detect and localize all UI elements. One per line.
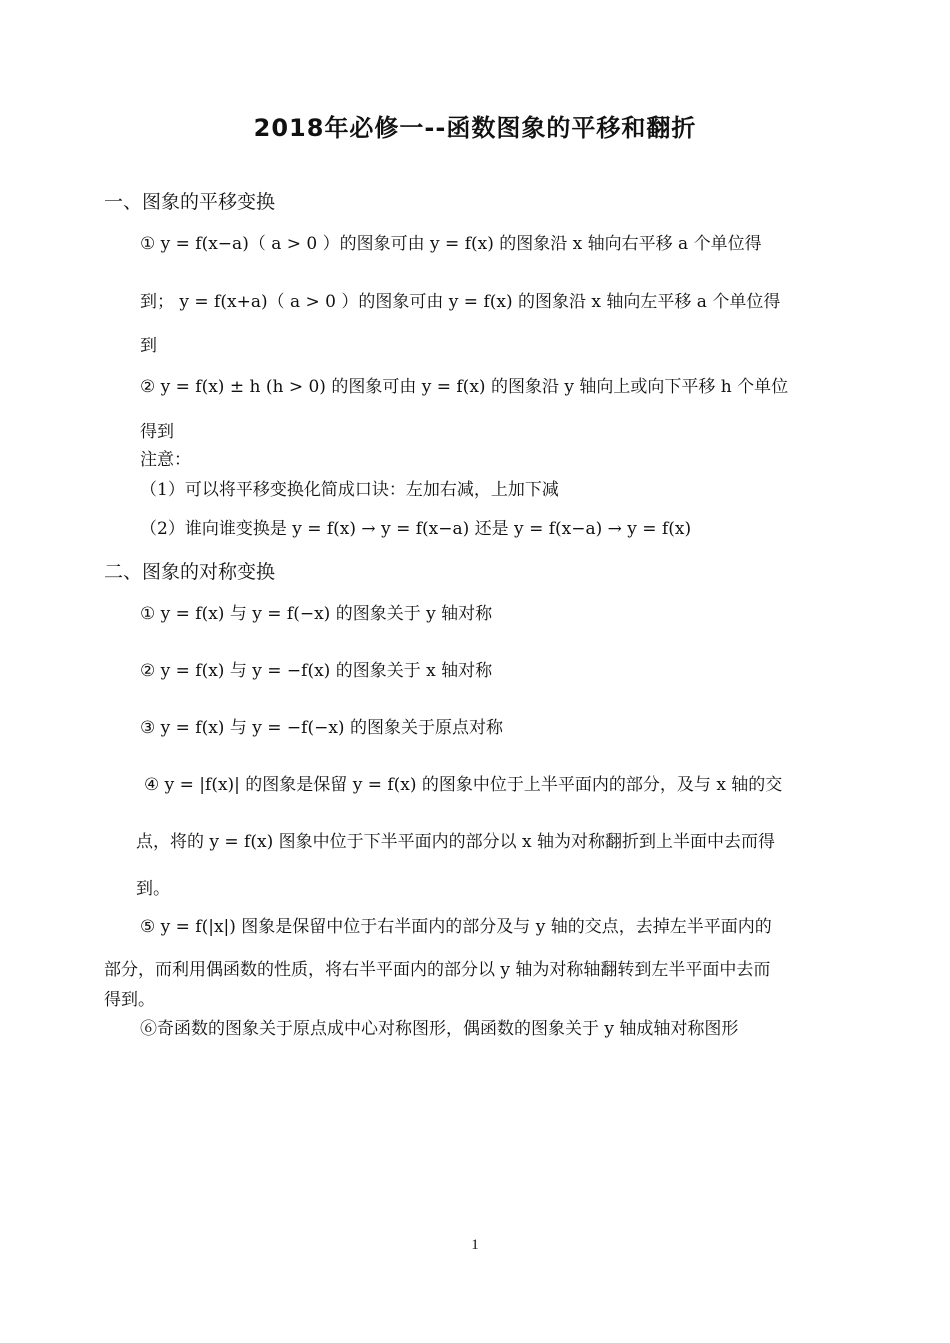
- s2-item5-line3: 得到。: [104, 990, 155, 1010]
- s2-item4-line3: 到。: [136, 879, 170, 899]
- note-1: （1）可以将平移变换化简成口诀：左加右减，上加下减: [140, 480, 559, 500]
- s2-item5-line1: ⑤ y = f(|x|) 图象是保留中位于右半面内的部分及与 y 轴的交点，去掉左半平面内的: [140, 917, 772, 937]
- s1-item1-line3: 到: [140, 336, 157, 356]
- section1-heading: 一、图象的平移变换: [104, 191, 276, 213]
- s1-item1-line1: ① y = f(x−a)（ a > 0 ）的图象可由 y = f(x) 的图象沿 x 轴向右平移 a 个单位得: [140, 234, 762, 254]
- s2-item4-line1: ④ y = |f(x)| 的图象是保留 y = f(x) 的图象中位于上半平面内的部分，及与 x 轴的交: [144, 775, 783, 795]
- s2-item4-line2: 点，将的 y = f(x) 图象中位于下半平面内的部分以 x 轴为对称翻折到上半面中去而得: [136, 832, 776, 852]
- page-title: 2018年必修一--函数图象的平移和翻折: [253, 114, 697, 142]
- s2-item6: ⑥奇函数的图象关于原点成中心对称图形，偶函数的图象关于 y 轴成轴对称图形: [140, 1019, 739, 1039]
- section2-heading: 二、图象的对称变换: [104, 561, 276, 583]
- note-label: 注意：: [140, 450, 191, 470]
- s1-item1-line2: 到； y = f(x+a)（ a > 0 ）的图象可由 y = f(x) 的图象沿 x 轴向左平移 a 个单位得: [140, 292, 781, 312]
- s2-item5-line2: 部分，而利用偶函数的性质，将右半平面内的部分以 y 轴为对称轴翻转到左半平面中去而: [104, 960, 771, 980]
- page-number: 1: [471, 1237, 479, 1253]
- s1-item2-line2: 得到: [140, 422, 174, 442]
- s1-item2-line1: ② y = f(x) ± h (h > 0) 的图象可由 y = f(x) 的图象沿 y 轴向上或向下平移 h 个单位: [140, 377, 789, 397]
- s2-item1: ① y = f(x) 与 y = f(−x) 的图象关于 y 轴对称: [140, 604, 493, 624]
- note-2: （2）谁向谁变换是 y = f(x) → y = f(x−a) 还是 y = f(x−a) → y = f(x): [140, 519, 692, 539]
- s2-item3: ③ y = f(x) 与 y = −f(−x) 的图象关于原点对称: [140, 718, 503, 738]
- s2-item2: ② y = f(x) 与 y = −f(x) 的图象关于 x 轴对称: [140, 661, 493, 681]
